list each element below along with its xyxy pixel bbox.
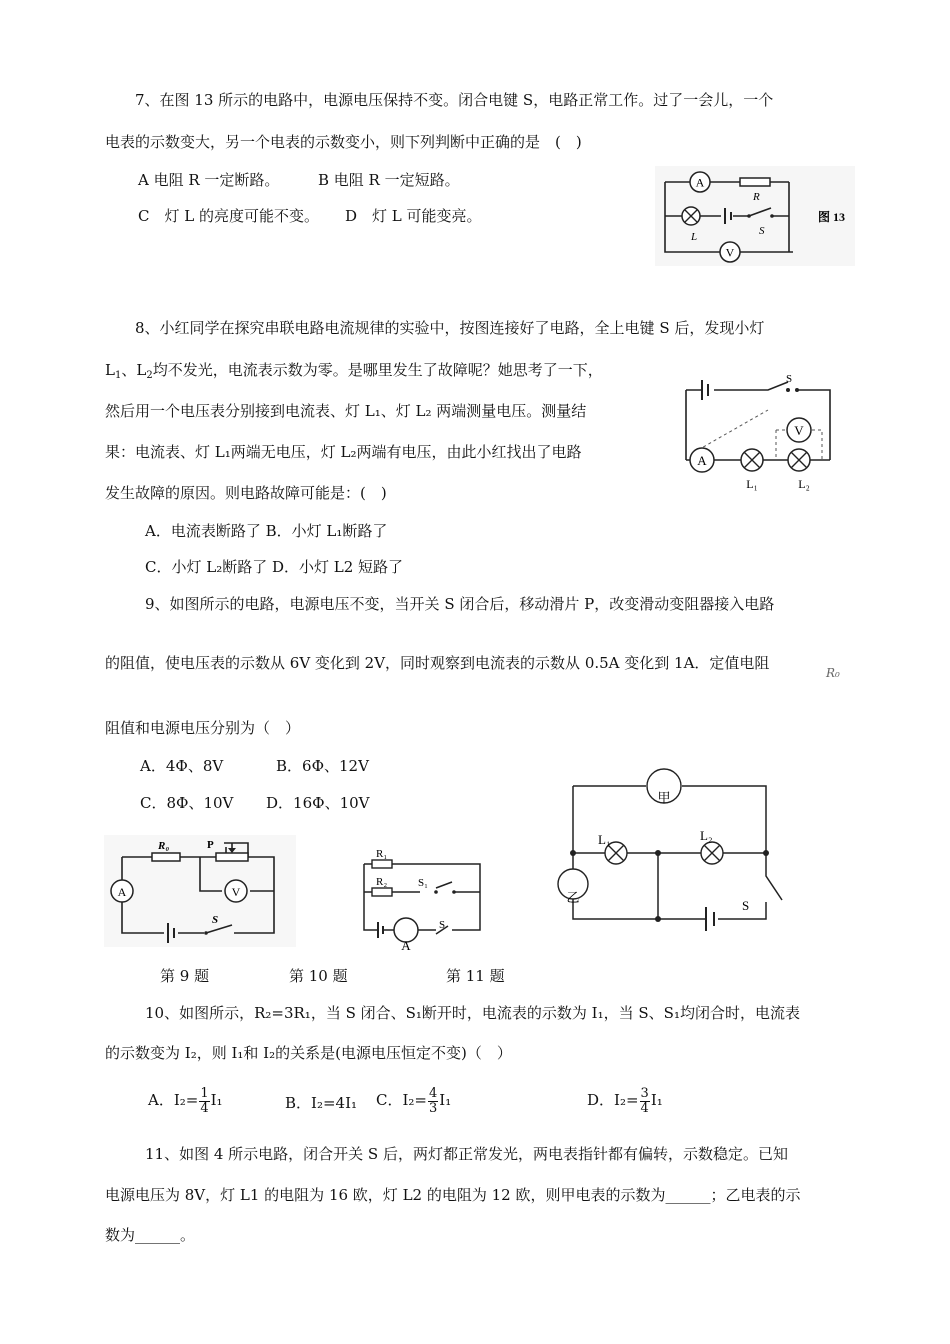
q8-line5: 发生故障的原因。则电路故障可能是：( ) — [105, 484, 387, 502]
q9-option-d: D．16Ф、10V — [266, 794, 370, 812]
q8-fig-voltmeter-label: V — [794, 423, 804, 438]
q9-circuit-figure — [104, 835, 296, 947]
q9-line3: 阻值和电源电压分别为（ ） — [105, 719, 301, 737]
q10-fig-r1-label: R₁ — [376, 848, 388, 860]
q10-line1: 10、如图所示，R₂=3R₁，当 S 闭合、S₁断开时，电流表的示数为 I₁，当 S、S₁均闭合时，电流表 — [145, 1004, 800, 1022]
q8-option-ab: A．电流表断路了 B．小灯 L₁断路了 — [145, 522, 388, 540]
q8-fig-ammeter-label: A — [697, 453, 707, 468]
q7-option-d: D 灯 L 可能变亮。 — [345, 207, 482, 225]
q10-fig-ammeter-label: A — [401, 938, 411, 952]
q10-option-b: B．I₂=4I₁ — [285, 1094, 358, 1112]
q9-option-b: B．6Ф、12V — [276, 757, 369, 775]
q7-fig-r-label: R — [753, 191, 760, 203]
q9-line1: 9、如图所示的电路，电源电压不变，当开关 S 闭合后，移动滑片 P，改变滑动变阻器接入电路 — [145, 595, 775, 613]
q11-fig-switch-label: S — [742, 898, 750, 913]
q9-option-c: C．8Ф、10V — [140, 794, 234, 812]
q9-fig-voltmeter-label: V — [231, 885, 241, 899]
q9-fig-p-label: P — [207, 839, 214, 851]
q10-fig-s1-label: S₁ — [418, 877, 428, 889]
q11-line3: 数为______。 — [105, 1226, 196, 1244]
q10-option-d: D．I₂= $\frac{3}{4}$ I₁ — [587, 1086, 663, 1116]
q10-circuit-figure — [356, 842, 486, 952]
q11-fig-yi-label: 乙 — [566, 890, 580, 905]
q7-line2: 电表的示数变大，另一个电表的示数变小，则下列判断中正确的是 ( ) — [105, 133, 582, 151]
q9-fig-switch-label: S — [212, 914, 219, 926]
q11-fig-jia-label: 甲 — [657, 790, 671, 805]
q9-r0-symbol: R₀ — [826, 666, 840, 680]
q9-fig-r0-label: R₀ — [158, 840, 170, 852]
q9-line2: 的阻值，使电压表的示数从 6V 变化到 2V，同时观察到电流表的示数从 0.5A 变化到 1A．定值电阻 — [105, 654, 770, 672]
q8-fig-l2-label: L₂ — [798, 477, 810, 491]
q10-caption: 第 10 题 — [289, 967, 348, 985]
q9-option-a: A．4Ф、8V — [140, 757, 224, 775]
q11-line2: 电源电压为 8V，灯 L1 的电阻为 16 欧，灯 L2 的电阻为 12 欧，则甲电表的示数为______；乙电表的示 — [105, 1186, 801, 1204]
q11-fig-l2-label: L₂ — [700, 828, 713, 843]
q11-caption: 第 11 题 — [446, 967, 505, 985]
q7-fig-lamp-label: L — [691, 231, 698, 243]
q10-option-c: C．I₂= $\frac{4}{3}$ I₁ — [376, 1086, 452, 1116]
q11-fig-l1-label: L₁ — [598, 832, 611, 847]
q7-fig-ammeter-label: A — [695, 175, 705, 190]
q8-line4: 果：电流表、灯 L₁两端无电压，灯 L₂两端有电压，由此小红找出了电路 — [105, 443, 582, 461]
q7-circuit-figure — [655, 166, 855, 266]
q11-line1: 11、如图 4 所示电路，闭合开关 S 后，两灯都正常发光，两电表指针都有偏转，示数稳定。已知 — [145, 1145, 788, 1163]
q7-option-a: A 电阻 R 一定断路。 — [138, 171, 280, 189]
q7-option-c: C 灯 L 的亮度可能不变。 — [138, 207, 319, 225]
q7-line1: 7、在图 13 所示的电路中，电源电压保持不变。闭合电键 S，电路正常工作。过了一会儿，一个 — [135, 91, 774, 109]
q8-fig-switch-label: S — [786, 373, 793, 385]
q7-option-b: B 电阻 R 一定短路。 — [318, 171, 460, 189]
q9-fig-ammeter-label: A — [117, 885, 127, 899]
q8-option-cd: C．小灯 L₂断路了 D．小灯 L2 短路了 — [145, 558, 404, 576]
q9-caption: 第 9 题 — [160, 967, 210, 985]
q10-fig-switch-label: S — [439, 919, 446, 931]
q10-line2: 的示数变为 I₂，则 I₁和 I₂的关系是(电源电压恒定不变)（ ） — [105, 1044, 512, 1062]
q7-fig-switch-label: S — [759, 225, 765, 237]
q7-fig-voltmeter-label: V — [725, 245, 735, 260]
q8-line2: $L_1$、$L_2$均不发光，电流表示数为零。是哪里发生了故障呢？她思考了一下， — [105, 361, 603, 381]
q8-line1: 8、小红同学在探究串联电路电流规律的实验中，按图连接好了电路，全上电键 S 后，发现小灯 — [135, 319, 765, 337]
q10-option-a: A．I₂= $\frac{1}{4}$ I₁ — [148, 1086, 223, 1116]
q10-fig-r2-label: R₂ — [376, 876, 388, 888]
q11-circuit-figure — [548, 764, 798, 944]
q7-fig-caption: 图 13 — [818, 210, 846, 224]
q8-line3: 然后用一个电压表分别接到电流表、灯 L₁、灯 L₂ 两端测量电压。测量结 — [105, 402, 587, 420]
q8-fig-l1-label: L₁ — [746, 477, 758, 491]
q8-circuit-figure — [668, 370, 848, 498]
